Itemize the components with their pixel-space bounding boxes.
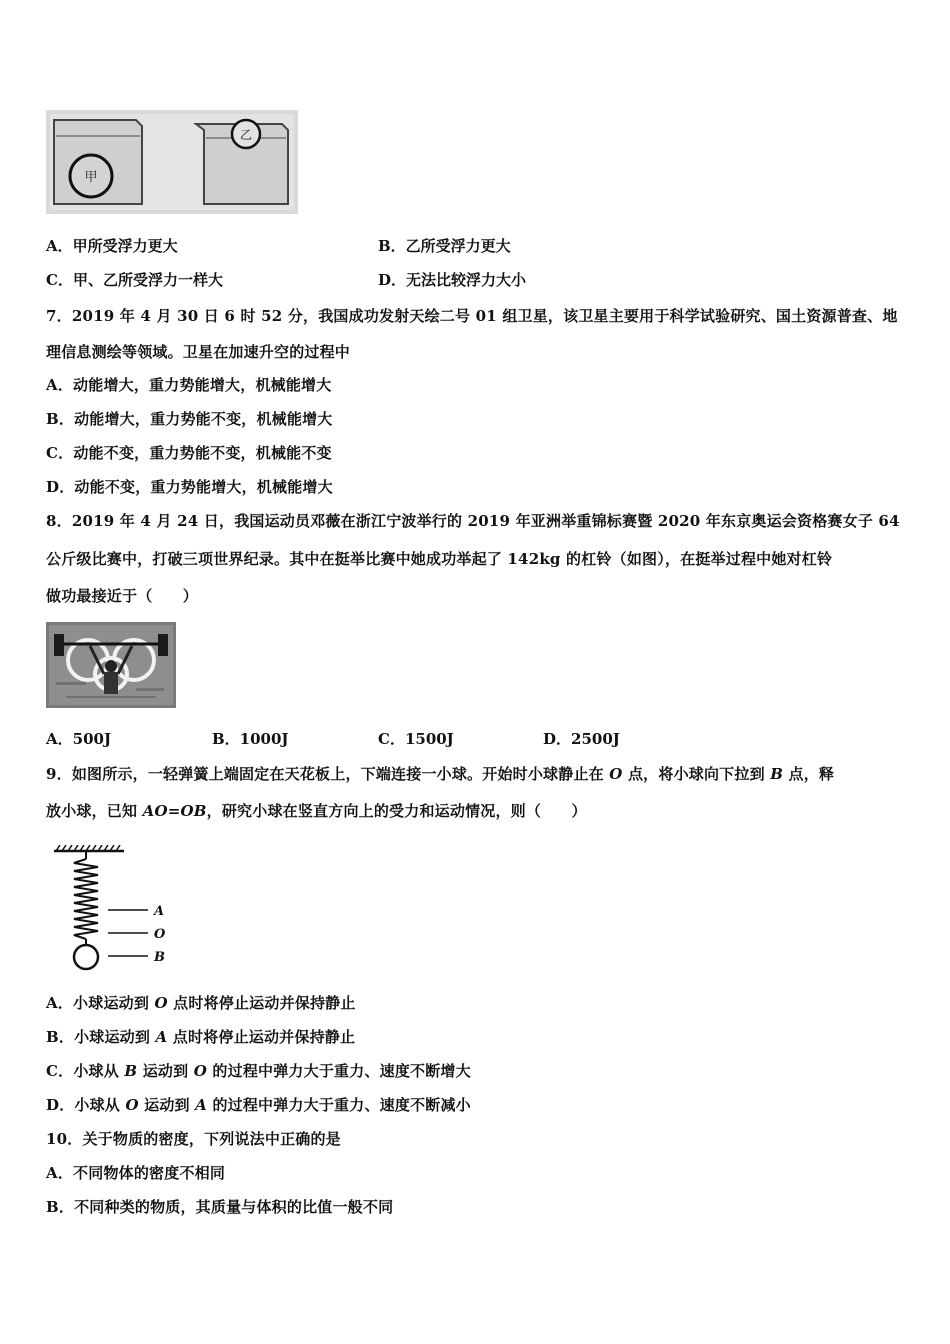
q9-opt-b-text-2: 点时将停止运动并保持静止 [167,1028,356,1046]
q9-opt-d-point-2: A [195,1096,208,1114]
q9-stem-text-2: 点，将小球向下拉到 [622,765,771,783]
q7-option-a: A．动能增大，重力势能增大，机械能增大 [46,376,332,394]
q9-stem-text-1: 9．如图所示，一轻弹簧上端固定在天花板上，下端连接一小球。开始时小球静止在 [46,765,610,783]
q9-opt-d-text-3: 的过程中弹力大于重力、速度不断减小 [207,1096,471,1114]
lifter-body [104,672,118,694]
barbell-plate-left [54,634,64,656]
q9-opt-c-point-1: B [124,1062,138,1080]
q8-option-b: B．1000J [212,730,289,748]
q8-option-a: A．500J [46,730,112,748]
q6-option-a: A．甲所受浮力更大 [46,237,178,255]
point-o: O [609,765,623,783]
level-a-label: A [154,904,165,919]
q9-opt-d-text-1: D．小球从 [46,1096,126,1114]
q10-stem: 10．关于物质的密度，下列说法中正确的是 [46,1130,341,1148]
q6-option-c: C．甲、乙所受浮力一样大 [46,271,223,289]
ball [74,945,98,969]
q6-option-b: B．乙所受浮力更大 [378,237,511,255]
q10-option-b: B．不同种类的物质，其质量与体积的比值一般不同 [46,1198,394,1216]
q9-stem-text-5: ，研究小球在竖直方向上的受力和运动情况，则（ ） [206,802,587,820]
q8-stem-line2: 公斤级比赛中，打破三项世界纪录。其中在挺举比赛中她成功举起了 142kg 的杠铃（如图），在挺举过程中她对杠铃 [46,550,833,568]
q9-option-b [46,1027,355,1047]
level-o-label: O [154,927,166,942]
level-b-label: B [154,950,165,965]
weightlifter-figure [46,622,176,708]
q9-stem-text-3: 点，释 [783,765,835,783]
q8-option-d: D．2500J [543,730,620,748]
q7-stem-line1: 7．2019 年 4 月 30 日 6 时 52 分，我国成功发射天绘二号 01 组卫星，该卫星主要用于科学试验研究、国土资源普查、地 [46,307,898,325]
q9-opt-b-point: A [155,1028,168,1046]
q7-option-c: C．动能不变，重力势能不变，机械能不变 [46,444,332,462]
point-b: B [770,765,784,783]
q9-option-a [46,993,356,1013]
q8-stem-line3: 做功最接近于（ ） [46,587,199,605]
q9-opt-c-text-1: C．小球从 [46,1062,125,1080]
ball-jia-label: 甲 [84,170,98,185]
q9-stem-text-4: 放小球，已知 [46,802,143,820]
q6-option-d: D．无法比较浮力大小 [378,271,527,289]
q7-stem-line2: 理信息测绘等领域。卫星在加速升空的过程中 [46,343,351,361]
q8-stem-line1: 8．2019 年 4 月 24 日，我国运动员邓薇在浙江宁波举行的 2019 年亚洲举重锦标赛暨 2020 年东京奥运会资格赛女子 64 [46,512,900,530]
q9-opt-d-point-1: O [125,1096,139,1114]
aoob-equation: AO=OB [142,802,207,820]
q9-option-c [46,1061,471,1081]
q10-option-a: A．不同物体的密度不相同 [46,1164,226,1182]
q9-opt-d-text-2: 运动到 [138,1096,196,1114]
beakers-figure [46,110,298,214]
spring [74,859,98,939]
q9-opt-b-text-1: B．小球运动到 [46,1028,156,1046]
barbell-plate-right [158,634,168,656]
spring-figure [46,845,176,975]
q8-option-c: C．1500J [378,730,454,748]
q7-option-b: B．动能增大，重力势能不变，机械能增大 [46,410,333,428]
q9-stem-line1 [46,764,834,784]
q9-option-d [46,1095,471,1115]
q9-opt-c-text-3: 的过程中弹力大于重力、速度不断增大 [207,1062,471,1080]
q9-opt-a-text-1: A．小球运动到 [46,994,155,1012]
q9-stem-line2 [46,801,587,821]
q9-opt-c-point-2: O [193,1062,207,1080]
q9-opt-a-point: O [154,994,168,1012]
q9-opt-c-text-2: 运动到 [137,1062,194,1080]
ball-yi-label: 乙 [239,128,253,142]
q9-opt-a-text-2: 点时将停止运动并保持静止 [167,994,356,1012]
q7-option-d: D．动能不变，重力势能增大，机械能增大 [46,478,333,496]
lifter-head [105,660,117,672]
